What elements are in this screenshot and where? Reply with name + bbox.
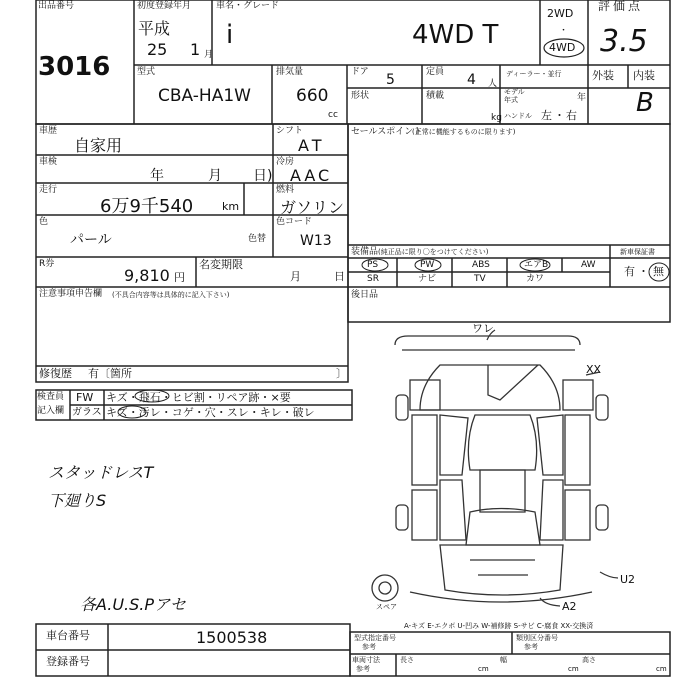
notes-label: 注意事項申告欄 xyxy=(39,289,103,299)
type-number-ref: 参考 xyxy=(362,643,376,651)
name-change-month: 月 xyxy=(290,270,301,283)
load-unit: kg xyxy=(491,113,502,123)
car-name: i xyxy=(226,20,234,50)
model-value: CBA-HA1W xyxy=(158,86,251,106)
equipment-label: 装備品 xyxy=(351,247,379,257)
drive-dot: ・ xyxy=(559,26,569,36)
registration-month-unit: 月 xyxy=(204,50,214,60)
color-value: パール xyxy=(70,232,112,248)
shift-value: AT xyxy=(298,136,326,155)
shift-label: シフト xyxy=(276,126,304,136)
equip-navi: ナビ xyxy=(418,274,437,284)
dealer-label: ディーラー・並行 xyxy=(506,70,562,78)
reg-number-label: 登録番号 xyxy=(46,655,90,668)
handwritten-note-2: 下廻りS xyxy=(48,491,107,510)
width-label: 幅 xyxy=(500,656,507,664)
doors-value: 5 xyxy=(386,72,395,88)
car-grade: 4WD T xyxy=(412,20,499,50)
doors-label: ドア xyxy=(351,67,369,77)
inspector-fw-key: FW xyxy=(76,391,94,404)
width-unit: cm xyxy=(568,665,579,673)
inspection-label: 車検 xyxy=(39,157,58,167)
handle-right: 右 xyxy=(566,109,577,122)
inspector-glass-key: ガラス xyxy=(72,407,102,418)
mileage-value: 6万9千540 xyxy=(100,196,194,217)
handle-dot: ・ xyxy=(554,109,565,122)
handwritten-note-1: スタッドレスT xyxy=(48,463,154,482)
model-label: 型式 xyxy=(137,67,156,77)
lot-number: 3016 xyxy=(38,52,111,82)
repair-value: 有〔箇所 xyxy=(88,367,132,380)
recycle-unit: 円 xyxy=(174,271,185,284)
capacity-value: 4 xyxy=(467,72,476,88)
car-name-label: 車名・グレード xyxy=(216,1,280,11)
registration-label: 初度登録年月 xyxy=(137,1,192,11)
color-code-value: W13 xyxy=(300,233,332,249)
inspector-label-2: 記入欄 xyxy=(37,406,65,416)
warranty-no: 無 xyxy=(653,265,664,278)
diagram-mark-u2: U2 xyxy=(620,573,636,586)
color-change-label: 色替 xyxy=(248,234,267,244)
length-unit: cm xyxy=(478,665,489,673)
equip-airbag: エアB xyxy=(524,260,549,270)
type-number-label: 型式指定番号 xyxy=(354,634,396,642)
interior-label: 内装 xyxy=(633,69,655,82)
chassis-value: 1500538 xyxy=(196,628,268,647)
dims-ref: 参考 xyxy=(356,665,370,673)
score-value: 3.5 xyxy=(600,24,648,59)
repair-close: 〕 xyxy=(336,367,347,380)
capacity-unit: 人 xyxy=(488,79,498,89)
displacement-value: 660 xyxy=(296,86,329,106)
fuel-value: ガソリン xyxy=(280,198,345,217)
recycle-label: R券 xyxy=(39,259,55,269)
equip-ps: PS xyxy=(367,260,379,270)
shape-label: 形状 xyxy=(351,91,370,101)
load-label: 積載 xyxy=(426,91,445,101)
length-label: 長さ xyxy=(400,656,414,664)
color-code-label: 色コード xyxy=(276,217,313,227)
model-year-label: モデル xyxy=(504,88,525,96)
handle-label: ハンドル xyxy=(504,112,532,120)
notes-sub: (不具合内容等は具体的に記入下さい) xyxy=(112,291,230,299)
class-number-label: 類別区分番号 xyxy=(516,634,558,642)
height-unit: cm xyxy=(656,665,667,673)
inspector-glass-items: キズ・汚レ・コゲ・穴・スレ・キレ・破レ xyxy=(106,406,315,419)
registration-year: 25 xyxy=(147,40,168,59)
height-label: 高さ xyxy=(582,656,596,664)
history-label: 車歴 xyxy=(39,126,58,136)
inspection-day-unit: 日) xyxy=(253,168,273,184)
sales-points-label: セールスポイント xyxy=(351,127,423,137)
diagram-mark-crack: ワレ xyxy=(472,322,494,335)
equipment-sub: (純正品に限り〇をつけてください) xyxy=(378,248,489,256)
equip-abs: ABS xyxy=(472,260,490,270)
interior-grade: B xyxy=(636,88,654,118)
fuel-label: 燃料 xyxy=(276,185,295,195)
sales-points-sub: (正常に機能するものに限ります) xyxy=(412,128,516,136)
registration-month: 1 xyxy=(190,40,201,59)
chassis-label: 車台番号 xyxy=(46,629,90,642)
drive-4wd: 4WD xyxy=(549,41,576,54)
equip-pw: PW xyxy=(420,260,435,270)
diagram-mark-a2: A2 xyxy=(562,600,577,613)
history-value: 自家用 xyxy=(74,136,123,155)
equip-leather: カワ xyxy=(526,274,545,284)
name-change-day: 日 xyxy=(334,270,345,283)
lot-label: 出品番号 xyxy=(38,1,75,11)
handwritten-note-3: 各A.U.S.Pアセ xyxy=(80,595,186,614)
car-damage-diagram xyxy=(372,336,608,602)
diagram-mark-xx: XX xyxy=(586,363,602,376)
postscript-label: 後日品 xyxy=(351,290,379,300)
equip-tv: TV xyxy=(474,274,486,284)
damage-legend: A-キズ E-エクボ U-凹み W-補修跡 S-サビ C-腐食 XX-交換済 xyxy=(404,622,594,630)
recycle-value: 9,810 xyxy=(124,266,170,285)
model-year-label-2: 年式 xyxy=(504,96,518,104)
handle-left: 左 xyxy=(541,109,552,122)
capacity-label: 定員 xyxy=(426,67,445,77)
exterior-label: 外装 xyxy=(592,69,614,82)
equip-sr: SR xyxy=(367,274,379,284)
score-label: 評価点 xyxy=(598,0,644,13)
name-change-label: 名変期限 xyxy=(199,258,243,271)
ac-value: AAC xyxy=(290,166,333,185)
displacement-label: 排気量 xyxy=(276,67,304,77)
mileage-unit: km xyxy=(222,200,240,213)
registration-era: 平成 xyxy=(138,19,171,38)
equip-aw: AW xyxy=(581,260,596,270)
spare-tire-label: スペア xyxy=(376,603,397,611)
inspection-month-unit: 月 xyxy=(208,168,222,184)
ac-label: 冷房 xyxy=(276,157,295,167)
drive-2wd: 2WD xyxy=(547,7,574,20)
mileage-label: 走行 xyxy=(39,185,58,195)
inspection-year-unit: 年 xyxy=(150,168,164,184)
warranty-label: 新車保証書 xyxy=(620,248,655,256)
model-year-unit: 年 xyxy=(577,93,587,103)
displacement-unit: cc xyxy=(328,110,338,120)
class-number-ref: 参考 xyxy=(524,643,538,651)
inspector-fw-items: キズ・飛石・ヒビ割・リペア跡・×要 xyxy=(106,391,291,404)
warranty-dot: ・ xyxy=(638,265,649,278)
dims-label: 車両寸法 xyxy=(352,656,380,664)
inspector-label: 検査員 xyxy=(37,392,65,402)
warranty-yes: 有 xyxy=(624,265,635,278)
color-label: 色 xyxy=(39,217,49,227)
repair-label: 修復歴 xyxy=(39,367,72,380)
